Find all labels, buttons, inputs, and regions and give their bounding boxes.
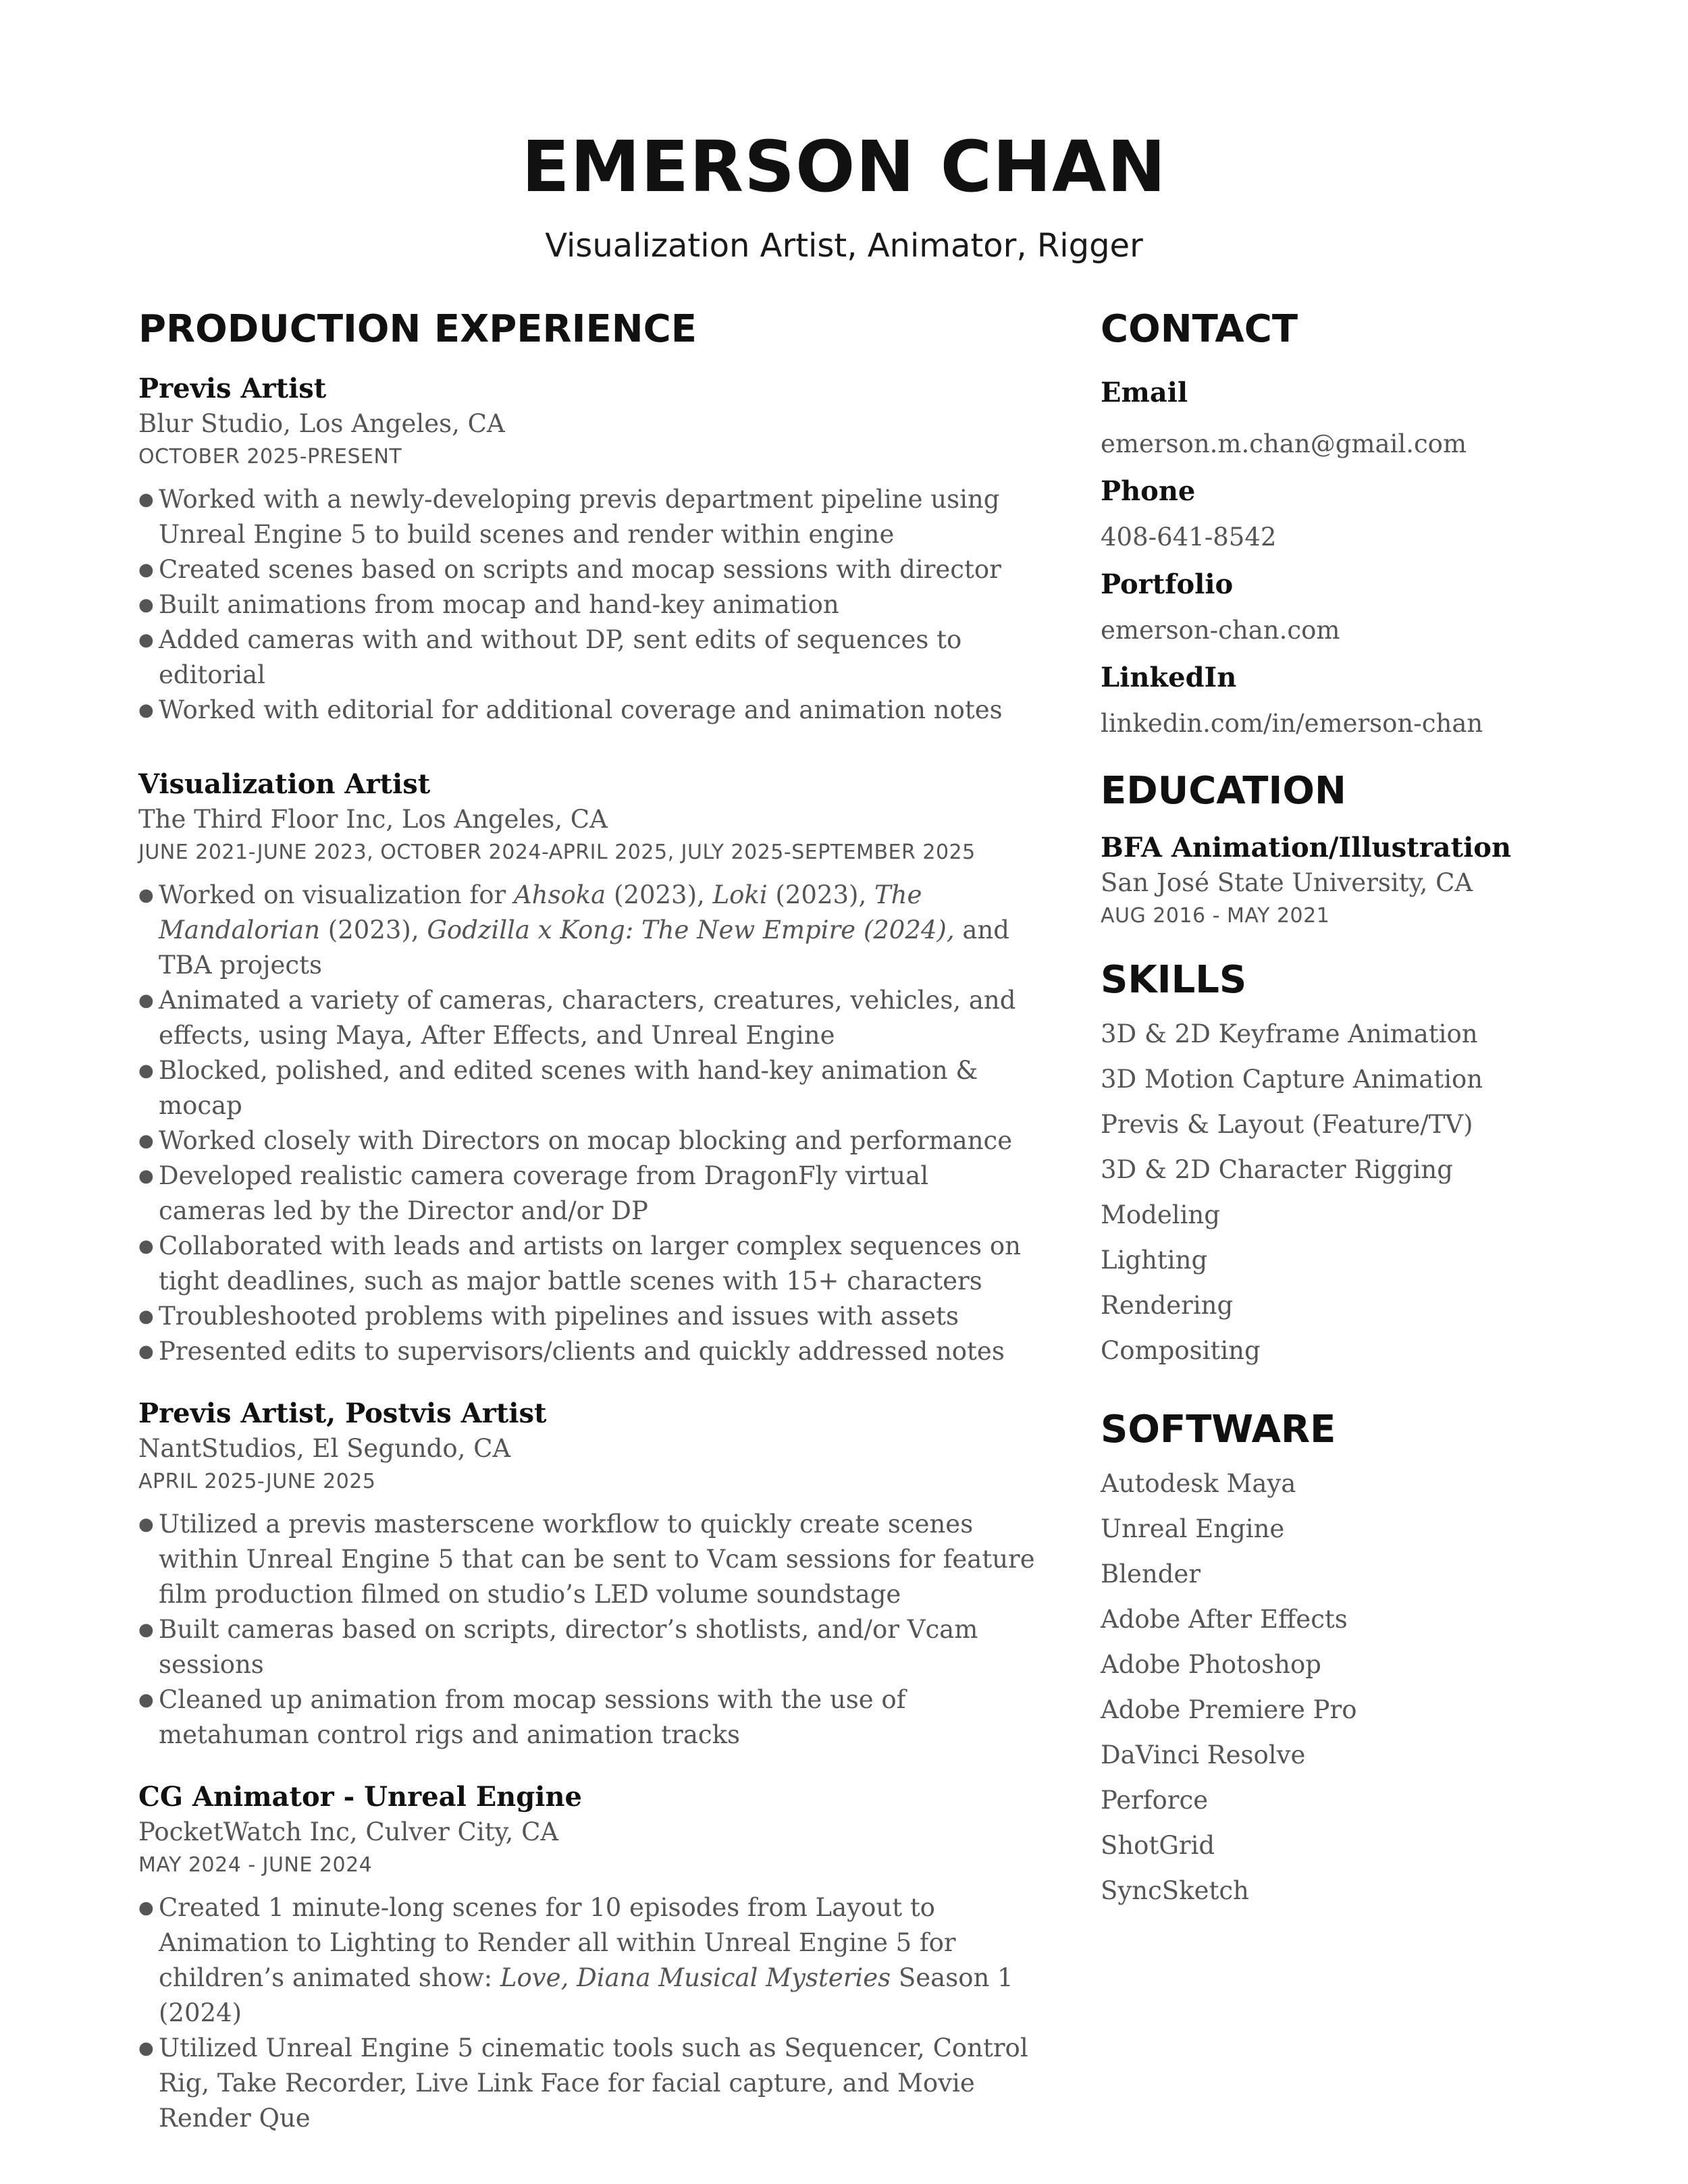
skills-heading: SKILLS <box>1101 958 1247 1002</box>
skills-list <box>1101 1011 1641 1373</box>
job-entry <box>138 767 1043 1369</box>
job-company: PocketWatch Inc, Culver City, CA <box>138 1817 559 1846</box>
show-title: Ahsoka <box>513 880 606 909</box>
bullet-text: (2023), <box>767 880 874 909</box>
bullet-item <box>138 878 1043 983</box>
software-item: DaVinci Resolve <box>1101 1740 1306 1769</box>
job-entry <box>138 371 1043 728</box>
job-company: Blur Studio, Los Angeles, CA <box>138 409 505 438</box>
job-bullets <box>138 878 1043 1369</box>
skill-item: Compositing <box>1101 1336 1261 1365</box>
bullet-item: ● Built cameras based on scripts, director’s shotlists, and/or Vcam sessions <box>138 1612 1043 1682</box>
software-item: Autodesk Maya <box>1101 1469 1296 1498</box>
bullet-item: ● Worked with editorial for additional coverage and animation notes <box>138 693 1043 728</box>
skill-item: Rendering <box>1101 1291 1234 1320</box>
software-item: Unreal Engine <box>1101 1514 1285 1543</box>
job-dates: MAY 2024 - JUNE 2024 <box>138 1853 373 1877</box>
show-title: The Mandalorian <box>159 880 922 944</box>
email-label: Email <box>1101 377 1188 408</box>
job-title: Previs Artist <box>138 373 327 404</box>
job-title: Visualization Artist <box>138 768 431 800</box>
skill-item: Previs & Layout (Feature/TV) <box>1101 1110 1473 1139</box>
bullet-item: ● Worked with a newly-developing previs department pipeline using Unreal Engine 5 to build scenes and render within engine <box>138 482 1043 552</box>
bullet-item <box>138 1890 1043 2031</box>
software-item: Adobe Premiere Pro <box>1101 1695 1357 1724</box>
linkedin-link[interactable]: linkedin.com/in/emerson-chan <box>1101 709 1483 738</box>
skill-item: 3D & 2D Character Rigging <box>1101 1155 1453 1184</box>
software-section <box>1101 1408 1641 1913</box>
software-item: Adobe After Effects <box>1101 1605 1348 1634</box>
bullet-item: ● Blocked, polished, and edited scenes with hand-key animation & mocap <box>138 1053 1043 1123</box>
show-title: Love, Diana Musical Mysteries <box>500 1963 891 1992</box>
job-bullets <box>138 1890 1043 2136</box>
bullet-item: ● Worked closely with Directors on mocap blocking and performance <box>138 1123 1043 1158</box>
bullet-item: ● Utilized a previs masterscene workflow to quickly create scenes within Unreal Engine 5 that can be sent to Vcam sessions for feature film production filmed on studio’s LED volume soundstage <box>138 1507 1043 1612</box>
bullet-item: ● Built animations from mocap and hand-key animation <box>138 587 1043 622</box>
software-item: Perforce <box>1101 1786 1209 1815</box>
bullet-text: (2023), <box>606 880 713 909</box>
skill-item: 3D Motion Capture Animation <box>1101 1065 1483 1094</box>
software-item: Adobe Photoshop <box>1101 1650 1321 1679</box>
skill-item: Lighting <box>1101 1246 1208 1275</box>
job-entry <box>138 1396 1043 1753</box>
linkedin-label: LinkedIn <box>1101 662 1237 693</box>
resume-subtitle: Visualization Artist, Animator, Rigger <box>545 227 1143 265</box>
bullet-text: and TBA projects <box>159 915 1009 980</box>
school: San José State University, CA <box>1101 868 1473 897</box>
software-item: ShotGrid <box>1101 1831 1215 1860</box>
bullet-item: ● Collaborated with leads and artists on larger complex sequences on tight deadlines, such as major battle scenes with 15+ characters <box>138 1229 1043 1299</box>
job-entry <box>138 1780 1043 2136</box>
resume-name: EMERSON CHAN <box>521 126 1167 208</box>
job-company: NantStudios, El Segundo, CA <box>138 1434 511 1463</box>
email-link[interactable]: emerson.m.chan@gmail.com <box>1101 429 1467 458</box>
portfolio-label: Portfolio <box>1101 568 1234 600</box>
phone-label: Phone <box>1101 475 1196 507</box>
bullet-item: ● Presented edits to supervisors/clients and quickly addressed notes <box>138 1334 1043 1369</box>
bullet-text: Created 1 minute-long scenes for 10 episodes from Layout to Animation to Lighting to Render all within Unreal Engine 5 for children’s animated show: <box>159 1893 956 1992</box>
education-dates: AUG 2016 - MAY 2021 <box>1101 904 1330 928</box>
skill-item: 3D & 2D Keyframe Animation <box>1101 1019 1478 1048</box>
experience-section <box>138 307 1043 2136</box>
software-heading: SOFTWARE <box>1101 1408 1336 1451</box>
bullet-item: ● Created scenes based on scripts and mocap sessions with director <box>138 552 1043 587</box>
job-bullets <box>138 1507 1043 1753</box>
experience-heading: PRODUCTION EXPERIENCE <box>138 307 697 351</box>
sidebar-column <box>1101 307 1641 1913</box>
job-bullets <box>138 482 1043 728</box>
software-list <box>1101 1461 1641 1913</box>
education-heading: EDUCATION <box>1101 769 1346 813</box>
job-title: Previs Artist, Postvis Artist <box>138 1397 547 1429</box>
job-company: The Third Floor Inc, Los Angeles, CA <box>138 805 608 834</box>
job-dates: APRIL 2025-JUNE 2025 <box>138 1470 376 1493</box>
software-item: SyncSketch <box>1101 1876 1249 1905</box>
bullet-item: ● Utilized Unreal Engine 5 cinematic tools such as Sequencer, Control Rig, Take Recorder, Live Link Face for facial capture, and Movie Render Que <box>138 2031 1043 2136</box>
job-dates: JUNE 2021-JUNE 2023, OCTOBER 2024-APRIL 2025, JULY 2025-SEPTEMBER 2025 <box>138 841 976 864</box>
bullet-item: ● Developed realistic camera coverage from DragonFly virtual cameras led by the Director and/or DP <box>138 1158 1043 1229</box>
contact-heading: CONTACT <box>1101 307 1298 351</box>
job-title: CG Animator - Unreal Engine <box>138 1781 582 1813</box>
skill-item: Modeling <box>1101 1200 1220 1229</box>
bullet-text: Worked on visualization for <box>159 880 514 909</box>
phone-value: 408-641-8542 <box>1101 523 1277 552</box>
bullet-item: ● Added cameras with and without DP, sent edits of sequences to editorial <box>138 622 1043 693</box>
portfolio-link[interactable]: emerson-chan.com <box>1101 616 1340 645</box>
job-dates: OCTOBER 2025-PRESENT <box>138 445 402 469</box>
show-title: Godzilla x Kong: The New Empire (2024), <box>427 915 955 944</box>
bullet-item: ● Troubleshooted problems with pipelines and issues with assets <box>138 1299 1043 1334</box>
degree: BFA Animation/Illustration <box>1101 832 1512 863</box>
show-title: Loki <box>712 880 768 909</box>
bullet-item: ● Animated a variety of cameras, characters, creatures, vehicles, and effects, using Maya, After Effects, and Unreal Engine <box>138 983 1043 1053</box>
bullet-text: Season 1 (2024) <box>159 1963 1013 2027</box>
skills-section <box>1101 958 1641 1373</box>
education-section <box>1101 769 1641 932</box>
software-item: Blender <box>1101 1560 1201 1589</box>
bullet-text: (2023), <box>320 915 427 944</box>
bullet-item: ● Cleaned up animation from mocap sessions with the use of metahuman control rigs and animation tracks <box>138 1682 1043 1753</box>
contact-section <box>1101 307 1641 741</box>
